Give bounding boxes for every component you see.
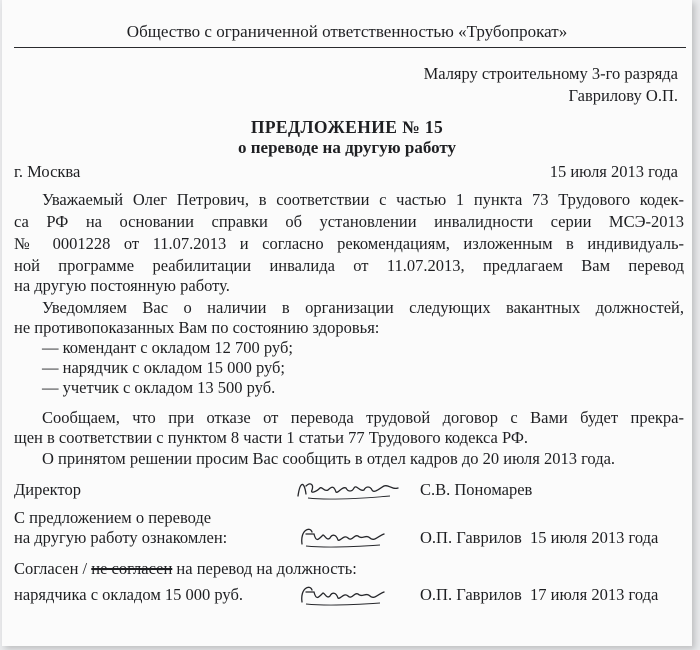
acknowledgement-name-date: О.П. Гаврилов 15 июля 2013 года [420, 528, 659, 547]
consent-line [14, 559, 357, 579]
consent-disagree-struck: не согласен [91, 559, 173, 578]
paragraph-1-line: са РФ на основании справки об установлении инвалидности серии МСЭ-2013 [14, 212, 684, 231]
paragraph-3-line: Сообщаем, что при отказе от перевода трудовой договор с Вами будет прекра- [42, 408, 684, 427]
director-signature [294, 474, 402, 504]
addressee-position: Маляру строительному 3-го разряда [423, 64, 678, 83]
vacancy-list-item: — учетчик с окладом 13 500 руб. [42, 378, 276, 397]
paragraph-1-line: ной программе реабилитации инвалида от 11.07.2013, предлагаем Вам перевод [14, 256, 684, 275]
document-title: ПРЕДЛОЖЕНИЕ № 15 [250, 117, 444, 137]
acknowledgement-label: С предложением о переводе [14, 508, 212, 527]
addressee-name: Гаврилову О.П. [568, 86, 678, 105]
paragraph-4: О принятом решении просим Вас сообщить в отдел кадров до 20 июля 2013 года. [42, 449, 616, 468]
consent-signature [296, 580, 388, 610]
vacancy-list-item: — нарядчик с окладом 15 000 руб; [42, 358, 285, 377]
consent-agree: Согласен / [14, 559, 88, 578]
paragraph-2-line: Уведомляем Вас о наличии в организации следующих вакантных должностей, [42, 298, 684, 317]
consent-text: на перевод на должность: [176, 559, 357, 578]
acknowledgement-label: на другую работу ознакомлен: [14, 528, 228, 547]
document-city: г. Москва [14, 162, 81, 181]
paragraph-1-line: № 0001228 от 11.07.2013 и согласно рекомендациям, изложенным в индивидуаль- [14, 234, 684, 253]
paragraph-1-line: на другую постоянную работу. [14, 276, 230, 295]
document-subtitle: о переводе на другую работу [237, 138, 457, 157]
document-sheet [2, 0, 692, 646]
company-name: Общество с ограниченной ответственностью «Трубопрокат» [126, 22, 568, 41]
vacancy-list-item: — комендант с окладом 12 700 руб; [42, 338, 293, 357]
director-label: Директор [14, 480, 81, 499]
employee-signature [296, 522, 388, 552]
document-date: 15 июля 2013 года [549, 162, 678, 181]
consent-position: нарядчика с окладом 15 000 руб. [14, 585, 243, 604]
paragraph-3-line: щен в соответствии с пунктом 8 части 1 статьи 77 Трудового кодекса РФ. [14, 428, 529, 447]
consent-name-date: О.П. Гаврилов 17 июля 2013 года [420, 585, 659, 604]
paragraph-2-line: не противопоказанных Вам по состоянию здоровья: [14, 318, 380, 337]
director-name: С.В. Пономарев [420, 480, 533, 499]
paragraph-1-line: Уважаемый Олег Петрович, в соответствии с частью 1 пункта 73 Трудового кодек- [42, 190, 684, 209]
header-divider [14, 47, 686, 48]
